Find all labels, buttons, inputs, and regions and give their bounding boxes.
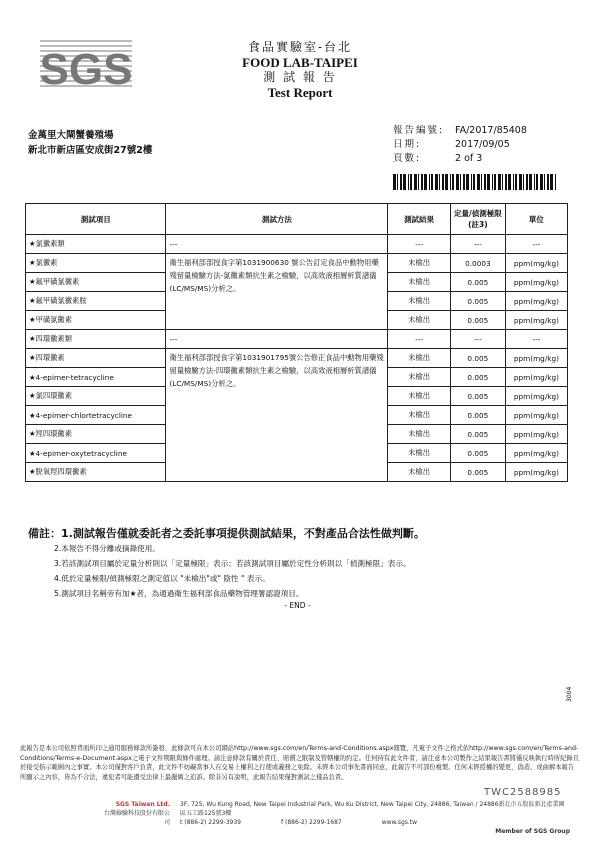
- barcode-bar: [492, 174, 493, 190]
- note-2: 2.本報告不得分離或摘錄使用。: [54, 544, 160, 553]
- footer-company-zh: 台灣檢驗科技股份有限公司: [103, 810, 170, 826]
- cell-item: ★羥四環黴素: [26, 425, 166, 444]
- report-no-label: 報告編號:: [393, 125, 445, 136]
- barcode-bar: [526, 174, 528, 190]
- barcode-bar: [463, 174, 465, 190]
- barcode-bar: [477, 174, 480, 190]
- cell-unit: ppm(mg/kg): [505, 425, 567, 444]
- cell-unit: ppm(mg/kg): [505, 406, 567, 425]
- client-address: 新北市新店區安成街27號2樓: [28, 145, 153, 156]
- barcode-bar: [442, 174, 444, 190]
- barcode-bar: [534, 174, 535, 190]
- report-page-label: 頁數:: [393, 153, 422, 164]
- barcode-bar: [502, 174, 503, 190]
- footer-company: SGS Taiwan Ltd.: [115, 801, 170, 808]
- notes-prefix: 備註：: [28, 527, 61, 540]
- cell-method: ---: [166, 330, 388, 349]
- header-method: 測試方法: [166, 204, 388, 235]
- side-number: 3004: [566, 686, 573, 702]
- cell-result: 未檢出: [388, 387, 451, 406]
- footer-fax: f (886-2) 2299-1687: [281, 819, 342, 826]
- cell-result: 未檢出: [388, 444, 451, 463]
- cell-limit: 0.005: [450, 387, 505, 406]
- cell-result: 未檢出: [388, 273, 451, 292]
- barcode-bar: [505, 174, 507, 190]
- barcode-bar: [408, 174, 409, 190]
- table-row: [26, 235, 568, 254]
- barcode-bar: [515, 174, 517, 190]
- cell-result: 未檢出: [388, 368, 451, 387]
- cell-unit: ppm(mg/kg): [505, 444, 567, 463]
- cell-item: ★氯黴素: [26, 254, 166, 273]
- cell-unit: ---: [505, 235, 567, 254]
- barcode-bar: [429, 174, 430, 190]
- barcode-bar: [418, 174, 419, 190]
- note-3: 3.若該測試項目屬於定量分析則以「定量極限」表示；若該測試項目屬於定性分析則以「偵測極限」表示。: [54, 559, 411, 568]
- disclaimer-text: 此報告是本公司依照背面所印之通用服務條款所簽發，此條款可在本公司網站http://www.sgs.com/en/Terms-and-Conditions.aspx閱覽，凡電子文件之格式依http://www.sgs.com/en/Terms-and-Conditions/Terms-e-Document.aspx之電子文件期限與條件處理。請注意條款有關於責任、賠償之限制及管轄權的約定。任何持有此文件者，請注意本公司製作之結果報告書將僅反映執行時所紀錄且於接受指示範圍內之事實。本公司僅對客戶負責，此文件不妨礙當事人在交易上權利之行使或義務之免除。未經本公司事先書面同意，此報告不可部份複製。任何未經授權的變更、偽造、或曲解本報告所顯示之內容，皆為不合法，違犯者可能遭受法律上最嚴厲之追訴。除非另有說明，此報告結果僅對測試之樣品負責。: [20, 745, 579, 781]
- cell-unit: ppm(mg/kg): [505, 254, 567, 273]
- cell-method-a: 衛生福利部部授食字第1031900630 號公告訂定食品中動物用藥殘留量檢驗方法-氯黴素類抗生素之檢驗，以高效液相層析質譜儀(LC/MS/MS)分析之。: [166, 254, 388, 330]
- cell-unit: ppm(mg/kg): [505, 368, 567, 387]
- cell-item: ★脫氧羥四環黴素: [26, 463, 166, 482]
- barcode-bar: [393, 174, 396, 190]
- report-title-zh: 測 試 報 告: [263, 70, 337, 84]
- cell-method: ---: [166, 235, 388, 254]
- cell-result: 未檢出: [388, 292, 451, 311]
- client-block: [28, 128, 152, 158]
- barcode-bar: [529, 174, 532, 190]
- barcode-bar: [414, 174, 417, 190]
- cell-item: ★甲磺氯黴素: [26, 311, 166, 330]
- cell-limit: 0.005: [450, 425, 505, 444]
- cell-unit: ppm(mg/kg): [505, 292, 567, 311]
- barcode-bar: [445, 174, 448, 190]
- barcode-bar: [460, 174, 461, 190]
- cell-item: ★氟甲磺氯黴素: [26, 273, 166, 292]
- barcode-bar: [410, 174, 412, 190]
- barcode-bar: [431, 174, 433, 190]
- barcode-bar: [403, 174, 406, 190]
- svg-text:SGS: SGS: [40, 45, 132, 92]
- report-date: 2017/09/05: [455, 139, 510, 150]
- cell-unit: ppm(mg/kg): [505, 387, 567, 406]
- barcode-bar: [508, 174, 511, 190]
- lab-name-zh: 食品實驗室-台北: [247, 40, 353, 54]
- header-result: 測試結果: [388, 204, 451, 235]
- barcode-bar: [536, 174, 538, 190]
- cell-result: 未檢出: [388, 425, 451, 444]
- lab-title-block: [200, 40, 400, 100]
- barcode-bar: [481, 174, 482, 190]
- client-name: 金萬里大閘蟹養殖場: [28, 130, 114, 141]
- cell-unit: ppm(mg/kg): [505, 273, 567, 292]
- cell-limit: 0.005: [450, 406, 505, 425]
- barcode-bar: [547, 174, 549, 190]
- table-row: [26, 349, 568, 368]
- footer-member: Member of SGS Group: [495, 828, 570, 835]
- cell-result: ---: [388, 330, 451, 349]
- cell-unit: ---: [505, 330, 567, 349]
- cell-limit: ---: [450, 330, 505, 349]
- barcode-bar: [424, 174, 427, 190]
- barcode: [393, 174, 559, 190]
- note-5: 5.測試項目名稱旁有加★者，為通過衛生福利部食品藥物管理署認證項目。: [54, 589, 304, 598]
- barcode-bar: [466, 174, 469, 190]
- cell-item: ★4-epimer-oxytetracycline: [26, 444, 166, 463]
- barcode-bar: [435, 174, 438, 190]
- cell-item: ★氟甲磺氯黴素胺: [26, 292, 166, 311]
- barcode-bar: [473, 174, 475, 190]
- cell-result: 未檢出: [388, 406, 451, 425]
- cell-unit: ppm(mg/kg): [505, 311, 567, 330]
- cell-limit: ---: [450, 235, 505, 254]
- barcode-bar: [487, 174, 490, 190]
- sgs-logo: [40, 40, 132, 92]
- report-no: FA/2017/85408: [455, 125, 527, 136]
- cell-unit: ppm(mg/kg): [505, 463, 567, 482]
- footer-web: www.sgs.tw: [381, 819, 418, 826]
- barcode-bar: [452, 174, 454, 190]
- serial-number: TWC2588985: [484, 787, 562, 798]
- barcode-bar: [523, 174, 524, 190]
- cell-result: 未檢出: [388, 463, 451, 482]
- cell-item: ★四環黴素類: [26, 330, 166, 349]
- end-marker: - END -: [284, 601, 311, 610]
- cell-unit: ppm(mg/kg): [505, 349, 567, 368]
- barcode-bar: [456, 174, 459, 190]
- report-title-en: Test Report: [267, 85, 333, 100]
- barcode-bar: [397, 174, 398, 190]
- cell-item: ★四環黴素: [26, 349, 166, 368]
- barcode-bar: [494, 174, 496, 190]
- cell-limit: 0.005: [450, 444, 505, 463]
- cell-limit: 0.005: [450, 273, 505, 292]
- header-limit: 定量/偵測極限(註3): [450, 204, 505, 235]
- table-row: [26, 254, 568, 273]
- cell-limit: 0.005: [450, 349, 505, 368]
- barcode-bar: [400, 174, 402, 190]
- barcode-bar: [540, 174, 543, 190]
- barcode-bar: [439, 174, 440, 190]
- barcode-bar: [544, 174, 545, 190]
- footer: [100, 800, 570, 836]
- results-table: [25, 203, 568, 482]
- report-date-label: 日期:: [393, 139, 422, 150]
- cell-result: 未檢出: [388, 349, 451, 368]
- cell-limit: 0.005: [450, 311, 505, 330]
- header-item: 測試項目: [26, 204, 166, 235]
- cell-limit: 0.0003: [450, 254, 505, 273]
- note-1: 備註：1.測試報告僅就委託者之委託事項提供測試結果，不對產品合法性做判斷。: [28, 527, 425, 540]
- notes-block: [28, 526, 568, 601]
- barcode-bar: [555, 174, 556, 190]
- cell-item: ★氯四環黴素: [26, 387, 166, 406]
- note-4: 4.低於定量極限/偵測極限之測定值以 "未檢出"或" 陰性 " 表示。: [54, 574, 270, 583]
- cell-limit: 0.005: [450, 368, 505, 387]
- barcode-bar: [550, 174, 553, 190]
- cell-item: ★4-epimer-tetracycline: [26, 368, 166, 387]
- barcode-bar: [471, 174, 472, 190]
- barcode-bar: [513, 174, 514, 190]
- cell-limit: 0.005: [450, 292, 505, 311]
- cell-item: ★4-epimer-chlortetracycline: [26, 406, 166, 425]
- lab-name-en: FOOD LAB-TAIPEI: [242, 55, 358, 70]
- cell-item: ★氯黴素類: [26, 235, 166, 254]
- barcode-bar: [450, 174, 451, 190]
- report-info: [393, 124, 527, 166]
- report-page: 2 of 3: [455, 153, 483, 164]
- cell-method-b: 衛生福利部部授食字第1031901795號公告修正食品中動物用藥殘留量檢驗方法-四環黴素類抗生素之檢驗，以高效液相層析質譜儀(LC/MS/MS)分析之。: [166, 349, 388, 482]
- barcode-bar: [519, 174, 522, 190]
- header-unit: 單位: [505, 204, 567, 235]
- table-row: [26, 330, 568, 349]
- cell-result: 未檢出: [388, 311, 451, 330]
- cell-result: 未檢出: [388, 254, 451, 273]
- footer-tel: t (886-2) 2299-3939: [180, 819, 241, 826]
- cell-result: ---: [388, 235, 451, 254]
- cell-limit: 0.005: [450, 463, 505, 482]
- barcode-bar: [421, 174, 423, 190]
- barcode-bar: [498, 174, 501, 190]
- barcode-bar: [484, 174, 486, 190]
- table-header-row: [26, 204, 568, 235]
- footer-address: 3F, 725, Wu Kung Road, New Taipei Industrial Park, Wu Ku District, New Taipei City, 24886, Taiwan / 24886新北市五股區新北產業園區五工路125號3樓: [180, 801, 565, 817]
